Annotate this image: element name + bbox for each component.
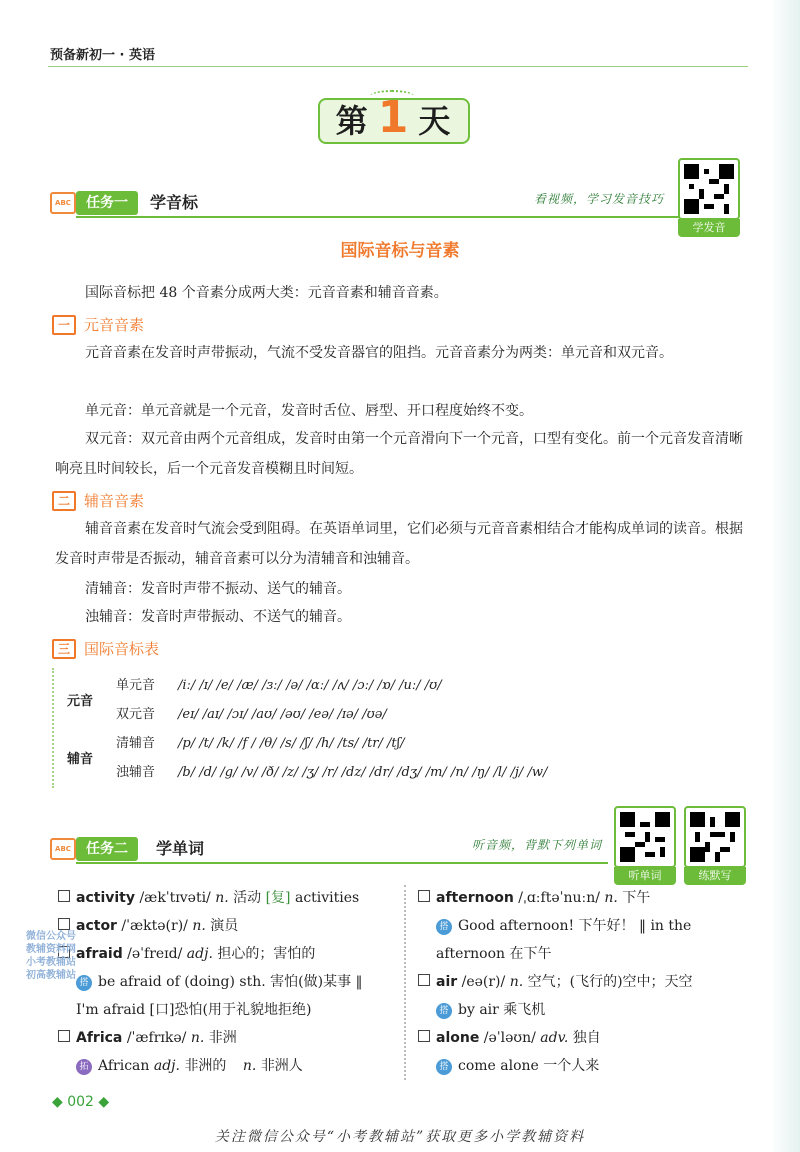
task1-hint: 看视频，学习发音技巧 xyxy=(530,190,668,207)
phrase-text: come alone 一个人来 xyxy=(458,1058,600,1074)
row-symbols: /eɪ/ /aɪ/ /ɔɪ/ /aʊ/ /əʊ/ /eə/ /ɪə/ /ʊə/ xyxy=(178,707,387,722)
headword: afternoon xyxy=(436,890,514,906)
phrase-alone xyxy=(436,1052,599,1080)
word-entry-africa xyxy=(58,1024,237,1052)
phrase-text: afternoon 在下午 xyxy=(436,946,552,962)
checkbox[interactable] xyxy=(418,974,430,986)
phrase-text: by air 乘飞机 xyxy=(458,1002,546,1018)
phonetic: /ˈæfrɪkə/ xyxy=(126,1030,187,1046)
word-entry-alone xyxy=(418,1024,601,1052)
task2-bar xyxy=(48,834,608,864)
row-symbols: /b/ /d/ /g/ /v/ /ð/ /z/ /ʒ/ /r/ /dz/ /dr/ /dʒ/ /m/ /n/ /ŋ/ /l/ /j/ /w/ xyxy=(178,765,548,780)
plural-form: activities xyxy=(294,890,360,906)
phonetic-row xyxy=(116,674,442,693)
word-entry-afraid xyxy=(58,940,315,968)
phonetic: /eə(r)/ xyxy=(461,974,506,990)
phonetic: /ˌɑːftəˈnuːn/ xyxy=(518,890,600,906)
paragraph: 双元音：双元音由两个元音组成，发音时由第一个元音滑向下一个元音，口型有变化。前一个元音发音清晰响亮且时间较长，后一个元音发音模糊且时间短。 xyxy=(55,431,743,477)
part-of-speech: n. xyxy=(242,1058,257,1074)
subheading-consonants xyxy=(52,490,144,512)
phrase-text: I'm afraid [口]恐怕(用于礼貌地拒绝) xyxy=(76,1002,312,1018)
abc-icon: ABC xyxy=(50,838,76,860)
task1-tag: 任务一 xyxy=(76,191,138,215)
day-suffix: 天 xyxy=(418,102,451,140)
header-rule xyxy=(48,66,748,67)
day-badge xyxy=(318,90,468,144)
derived-word: African xyxy=(98,1058,150,1074)
section-title: 国际音标与音素 xyxy=(340,241,460,261)
part-of-speech: n. xyxy=(604,890,618,906)
row-kind: 浊辅音 xyxy=(116,765,156,780)
phonetic: /ˈæktə(r)/ xyxy=(121,918,188,934)
part-of-speech: n. xyxy=(215,890,229,906)
abc-icon: ABC xyxy=(50,192,76,214)
watermark-line: 微信公众号 xyxy=(26,931,76,942)
part-of-speech: adv. xyxy=(540,1030,569,1046)
phonetic-row xyxy=(116,761,547,780)
headword: actor xyxy=(76,918,117,934)
phrase-afraid-2 xyxy=(76,996,311,1024)
qr-label: 学发音 xyxy=(678,219,740,237)
phrase-afternoon-2 xyxy=(436,940,551,968)
footer-note: 关注微信公众号“小考教辅站”获取更多小学教辅资料 xyxy=(214,1129,586,1145)
part-of-speech: n. xyxy=(190,1030,205,1046)
section-label: 辅音音素 xyxy=(84,492,145,510)
row-symbols: /p/ /t/ /k/ /f / /θ/ /s/ /ʃ/ /h/ /ts/ /tr/ /tʃ/ xyxy=(178,736,405,751)
paragraph: 浊辅音：发音时声带振动、不送气的辅音。 xyxy=(85,609,351,625)
phonetic: /ækˈtɪvəti/ xyxy=(139,890,211,906)
row-kind: 清辅音 xyxy=(116,736,156,751)
phonetic: /əˈfreɪd/ xyxy=(127,946,183,962)
phrase-text: be afraid of (doing) sth. 害怕(做)某事 ‖ xyxy=(98,974,363,990)
checkbox[interactable] xyxy=(418,1030,430,1042)
paragraph: 元音音素在发音时声带振动，气流不受发音器官的阻挡。元音音素分为两类：单元音和双元音。 xyxy=(85,345,673,361)
day-number: 1 xyxy=(377,92,409,143)
phrase-afraid xyxy=(76,968,363,996)
section-mark: 二 xyxy=(52,491,76,511)
meaning: 演员 xyxy=(210,918,239,934)
qr-label: 听单词 xyxy=(614,867,676,885)
running-header: 预备新初一 · 英语 xyxy=(50,48,155,63)
phonetic-row xyxy=(116,703,387,722)
qr-learn-pronunciation[interactable] xyxy=(678,158,740,237)
day-prefix: 第 xyxy=(335,102,368,140)
meaning: 活动 xyxy=(233,890,262,906)
phrase-icon: 搭 xyxy=(436,1059,452,1075)
meaning: 下午 xyxy=(622,890,651,906)
group-label-consonants: 辅音 xyxy=(66,752,93,767)
part-of-speech: n. xyxy=(509,974,524,990)
meaning: 独自 xyxy=(572,1030,601,1046)
page-number-text: 002 xyxy=(67,1094,94,1110)
checkbox[interactable] xyxy=(58,1030,70,1042)
section-mark: 三 xyxy=(52,639,76,659)
row-kind: 单元音 xyxy=(116,678,156,693)
section-label: 国际音标表 xyxy=(84,640,160,658)
watermark-line: 初高教辅站 xyxy=(26,970,76,981)
part-of-speech: adj. xyxy=(153,1058,180,1074)
row-kind: 双元音 xyxy=(116,707,156,722)
task2-tag: 任务二 xyxy=(76,837,138,861)
row-symbols: /iː/ /ɪ/ /e/ /æ/ /ɜː/ /ə/ /ɑː/ /ʌ/ /ɔː/ /ɒ/ /uː/ /ʊ/ xyxy=(178,678,442,693)
column-divider xyxy=(404,885,406,1080)
phrase-icon: 搭 xyxy=(436,1003,452,1019)
phrase-afternoon xyxy=(436,912,691,940)
paragraph: 辅音音素在发音时气流会受到阻碍。在英语单词里，它们必须与元音音素相结合才能构成单词的读音。根据发音时声带是否振动，辅音音素可以分为清辅音和浊辅音。 xyxy=(55,521,743,567)
watermark-line: 小考教辅站 xyxy=(26,957,76,968)
word-entry-activity xyxy=(58,884,359,912)
watermark-line: 教辅资料网 xyxy=(26,944,76,955)
qr-code-icon xyxy=(684,806,746,868)
watermark xyxy=(26,930,90,982)
task1-bar xyxy=(48,188,688,218)
plural-tag: [复] xyxy=(265,890,291,906)
headword: afraid xyxy=(76,946,123,962)
qr-code-icon xyxy=(678,158,740,220)
qr-label: 练默写 xyxy=(684,867,746,885)
task2-title: 学单词 xyxy=(156,839,205,858)
meaning: 非洲 xyxy=(208,1030,237,1046)
qr-practice-dictation[interactable] xyxy=(684,806,746,885)
phrase-icon: 搭 xyxy=(436,919,452,935)
meaning: 空气；(飞行的)空中；天空 xyxy=(527,974,693,990)
meaning: 非洲人 xyxy=(260,1058,303,1074)
part-of-speech: adj. xyxy=(186,946,213,962)
phonetic: /əˈləʊn/ xyxy=(483,1030,536,1046)
checkbox[interactable] xyxy=(418,890,430,902)
qr-listen-words[interactable] xyxy=(614,806,676,885)
phrase-text: Good afternoon! 下午好！ ‖ in the xyxy=(458,918,692,934)
page-number: ◆ 002 ◆ xyxy=(52,1094,110,1110)
phrase-africa xyxy=(76,1052,303,1080)
intro-text: 国际音标把 48 个音素分成两大类：元音音素和辅音音素。 xyxy=(85,285,448,301)
extension-icon: 拓 xyxy=(76,1059,92,1075)
phonetic-table xyxy=(52,668,734,788)
section-mark: 一 xyxy=(52,315,76,335)
word-entry-air xyxy=(418,968,693,996)
subheading-vowels xyxy=(52,314,144,336)
headword: activity xyxy=(76,890,135,906)
qr-code-icon xyxy=(614,806,676,868)
phrase-icon: 搭 xyxy=(76,975,92,991)
paragraph: 单元音：单元音就是一个元音，发音时舌位、唇型、开口程度始终不变。 xyxy=(85,403,533,419)
meaning: 非洲的 xyxy=(184,1058,227,1074)
checkbox[interactable] xyxy=(58,918,70,930)
task1-title: 学音标 xyxy=(150,193,199,212)
checkbox[interactable] xyxy=(58,890,70,902)
word-entry-afternoon xyxy=(418,884,650,912)
headword: Africa xyxy=(76,1030,123,1046)
subheading-phonetic-table xyxy=(52,638,159,660)
page-edge xyxy=(770,0,800,1152)
paragraph: 清辅音：发音时声带不振动、送气的辅音。 xyxy=(85,581,351,597)
task2-hint: 听音频，背默下列单词 xyxy=(468,836,606,853)
part-of-speech: n. xyxy=(192,918,206,934)
headword: alone xyxy=(436,1030,480,1046)
section-label: 元音音素 xyxy=(84,316,145,334)
group-label-vowels: 元音 xyxy=(66,694,93,709)
phonetic-row xyxy=(116,732,405,751)
phrase-air xyxy=(436,996,545,1024)
meaning: 担心的；害怕的 xyxy=(217,946,316,962)
headword: air xyxy=(436,974,458,990)
